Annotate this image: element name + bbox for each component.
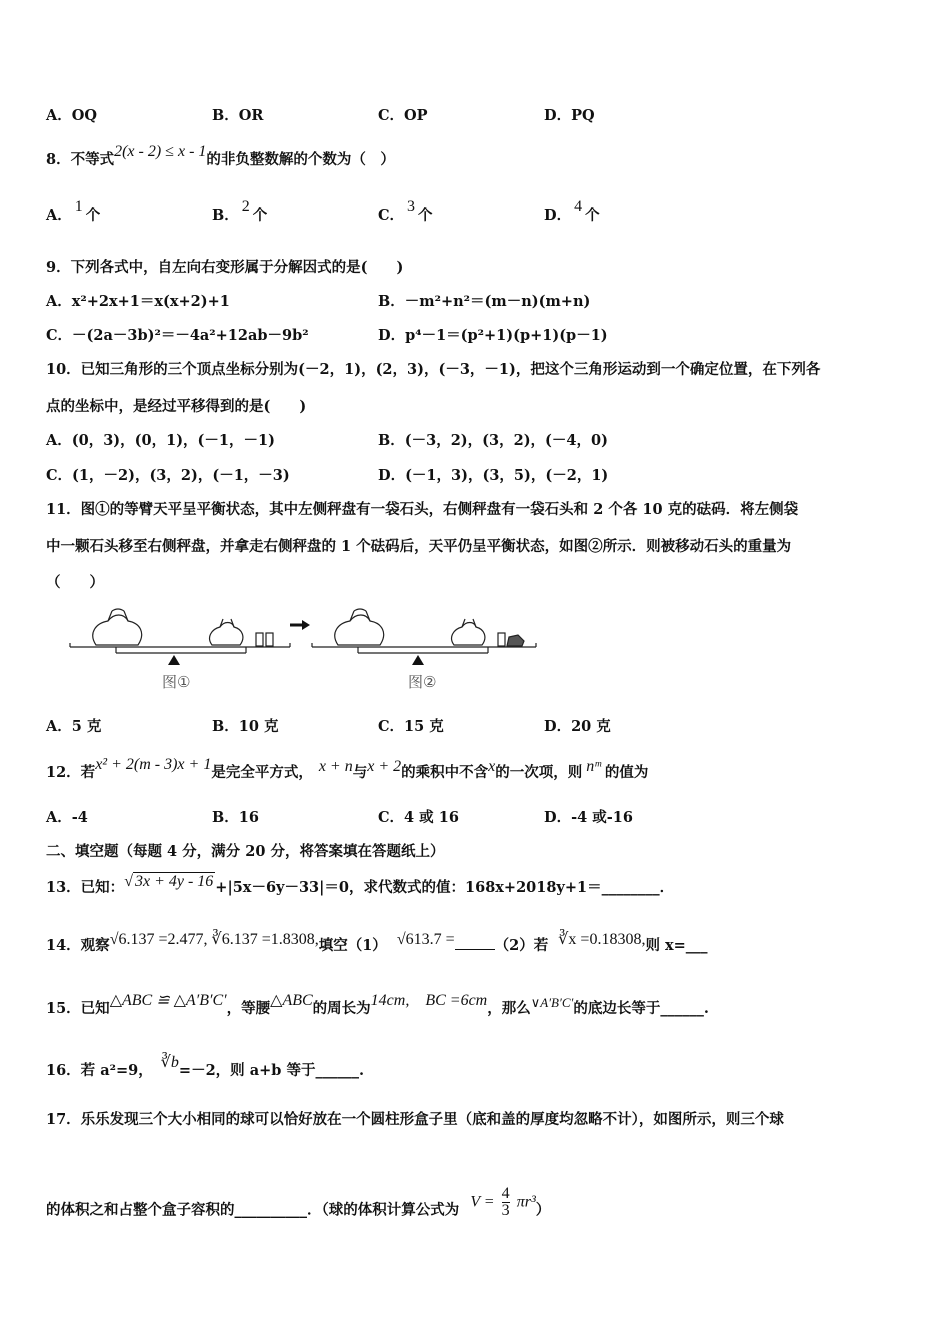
q12-expr4: nᵐ <box>586 758 601 775</box>
scale-1-weight-2 <box>266 633 273 646</box>
q8-option-a: A．1个 <box>46 198 101 224</box>
q12-expr1: x² + 2(m - 3)x + 1 <box>95 756 212 773</box>
scale-1-left-bag <box>93 615 142 645</box>
q9-stem: 9．下列各式中，自左向右变形属于分解因式的是( ) <box>46 259 404 276</box>
q8-option-c: C．3个 <box>378 198 433 224</box>
q8-suffix: 的非负整数解的个数为（ ） <box>206 151 395 168</box>
q12-option-d: D．-4 或-16 <box>544 809 633 826</box>
q15-expr2: △ABC <box>270 992 313 1009</box>
sphere-volume-formula: V = $\frac{4}{3}$ πr³ <box>470 1185 536 1219</box>
q15-expr3: 14cm, BC =6cm <box>370 992 488 1009</box>
scale-2-stone <box>507 635 524 646</box>
section-2-heading: 二、填空题（每题 4 分，满分 20 分，将答案填在答题纸上） <box>46 843 445 860</box>
q16-expr: ∛b <box>160 1054 179 1071</box>
q9-option-b: B．－m²+n²＝(m－n)(m+n) <box>378 293 591 310</box>
q14-stem: 14．观察√6.137 =2.477, ∛6.137 =1.8308,填空（1） √613.7 = （2）若 ∛x =0.18308,则 x=___ <box>46 931 708 954</box>
q14-expr: √6.137 =2.477, ∛6.137 =1.8308, <box>109 931 319 948</box>
scale-2-right-bag <box>452 623 485 646</box>
q10-line1: 10．已知三角形的三个顶点坐标分别为(－2，1)，(2，3)，(－3，－1)，把这个三角形运动到一个确定位置，在下列各 <box>46 361 821 378</box>
q16-stem: 16．若 a²=9， ∛b=－2，则 a+b 等于______. <box>46 1054 364 1079</box>
scale-2-left-bag <box>335 615 384 645</box>
q11-line1: 11．图①的等臂天平呈平衡状态，其中左侧秤盘有一袋石头，右侧秤盘有一袋石头和 2 个各 10 克的砝码．将左侧袋 <box>46 501 799 518</box>
q7-option-d: D．PQ <box>544 107 595 124</box>
scale-2-fulcrum <box>412 655 424 665</box>
q10-option-c: C．(1，－2)，(3，2)，(－1，－3) <box>46 467 290 484</box>
q17-line1: 17．乐乐发现三个大小相同的球可以恰好放在一个圆柱形盒子里（底和盖的厚度均忽略不计），如图所示，则三个球 <box>46 1111 784 1128</box>
balance-scale-figure <box>66 603 546 695</box>
q7-option-b: B．OR <box>212 107 264 124</box>
q12-option-c: C．4 或 16 <box>378 809 459 826</box>
q10-option-b: B．(－3，2)，(3，2)，(－4，0) <box>378 432 608 449</box>
q7-option-a: A．OQ <box>46 107 98 124</box>
q14-expr3: ∛x =0.18308, <box>558 931 646 948</box>
q11-line3: （ ） <box>46 574 104 591</box>
scale-1-fulcrum <box>168 655 180 665</box>
q8-option-b: B．2个 <box>212 198 268 224</box>
scale-1-right-bag <box>210 623 243 646</box>
q13-radicand: 3x + 4y - 16 <box>134 873 214 890</box>
q11-option-a: A．5 克 <box>46 718 102 735</box>
q8-stem <box>46 143 395 169</box>
q12-option-a: A．-4 <box>46 809 88 826</box>
q12-expr2: x + n <box>318 758 353 775</box>
q11-option-d: D．20 克 <box>544 718 611 735</box>
q12-option-b: B．16 <box>212 809 259 826</box>
fig1-label: 图① <box>162 673 191 691</box>
q11-option-c: C．15 克 <box>378 718 444 735</box>
fig2-label: 图② <box>408 673 437 691</box>
q9-option-a: A．x²+2x+1＝x(x+2)+1 <box>46 293 230 310</box>
q9-option-c: C．－(2a－3b)²＝－4a²+12ab－9b² <box>46 327 309 344</box>
q17-line2: 的体积之和占整个盒子容积的__________．（球的体积计算公式为 V = $\frac{4}{3}$ πr³） <box>46 1185 551 1219</box>
q8-expr: 2(x - 2) ≤ x - 1 <box>114 143 207 160</box>
q8-option-d: D．4个 <box>544 198 600 224</box>
q8-prefix: 8．不等式 <box>46 151 115 168</box>
q15-stem: 15．已知△ABC ≌ △A′B′C′，等腰△ABC的周长为14cm, BC =6cm，那么∨A′B′C′的底边长等于______. <box>46 992 709 1017</box>
scale-2-weight <box>498 633 505 646</box>
q13-stem: 13．已知：√ 3x + 4y - 16 +|5x－6y－33|＝0，求代数式的值：168x+2018y+1＝________． <box>46 873 675 896</box>
q11-option-b: B．10 克 <box>212 718 279 735</box>
q14-expr2: √613.7 = <box>396 931 455 948</box>
scale-1-weight-1 <box>256 633 263 646</box>
q9-option-d: D．p⁴－1＝(p²+1)(p+1)(p－1) <box>378 327 608 344</box>
q12-stem: 12．若x² + 2(m - 3)x + 1是完全平方式， x + n与x + 2的乘积中不含x的一次项，则 nᵐ 的值为 <box>46 756 649 781</box>
q15-expr1: △ABC ≌ △A′B′C′ <box>109 992 227 1009</box>
q7-option-c: C．OP <box>378 107 428 124</box>
q10-line2: 点的坐标中，是经过平移得到的是( ) <box>46 398 307 415</box>
q10-option-a: A．(0，3)，(0，1)，(－1，－1) <box>46 432 275 449</box>
q10-option-d: D．(－1，3)，(3，5)，(－2，1) <box>378 467 609 484</box>
q12-expr3: x + 2 <box>367 758 402 775</box>
q15-expr4: ∨A′B′C′ <box>530 995 574 1010</box>
q11-line2: 中一颗石头移至右侧秤盘，并拿走右侧秤盘的 1 个砝码后，天平仍呈平衡状态，如图②所示．则被移动石头的重量为 <box>46 538 792 555</box>
q12-var: x <box>488 758 496 775</box>
